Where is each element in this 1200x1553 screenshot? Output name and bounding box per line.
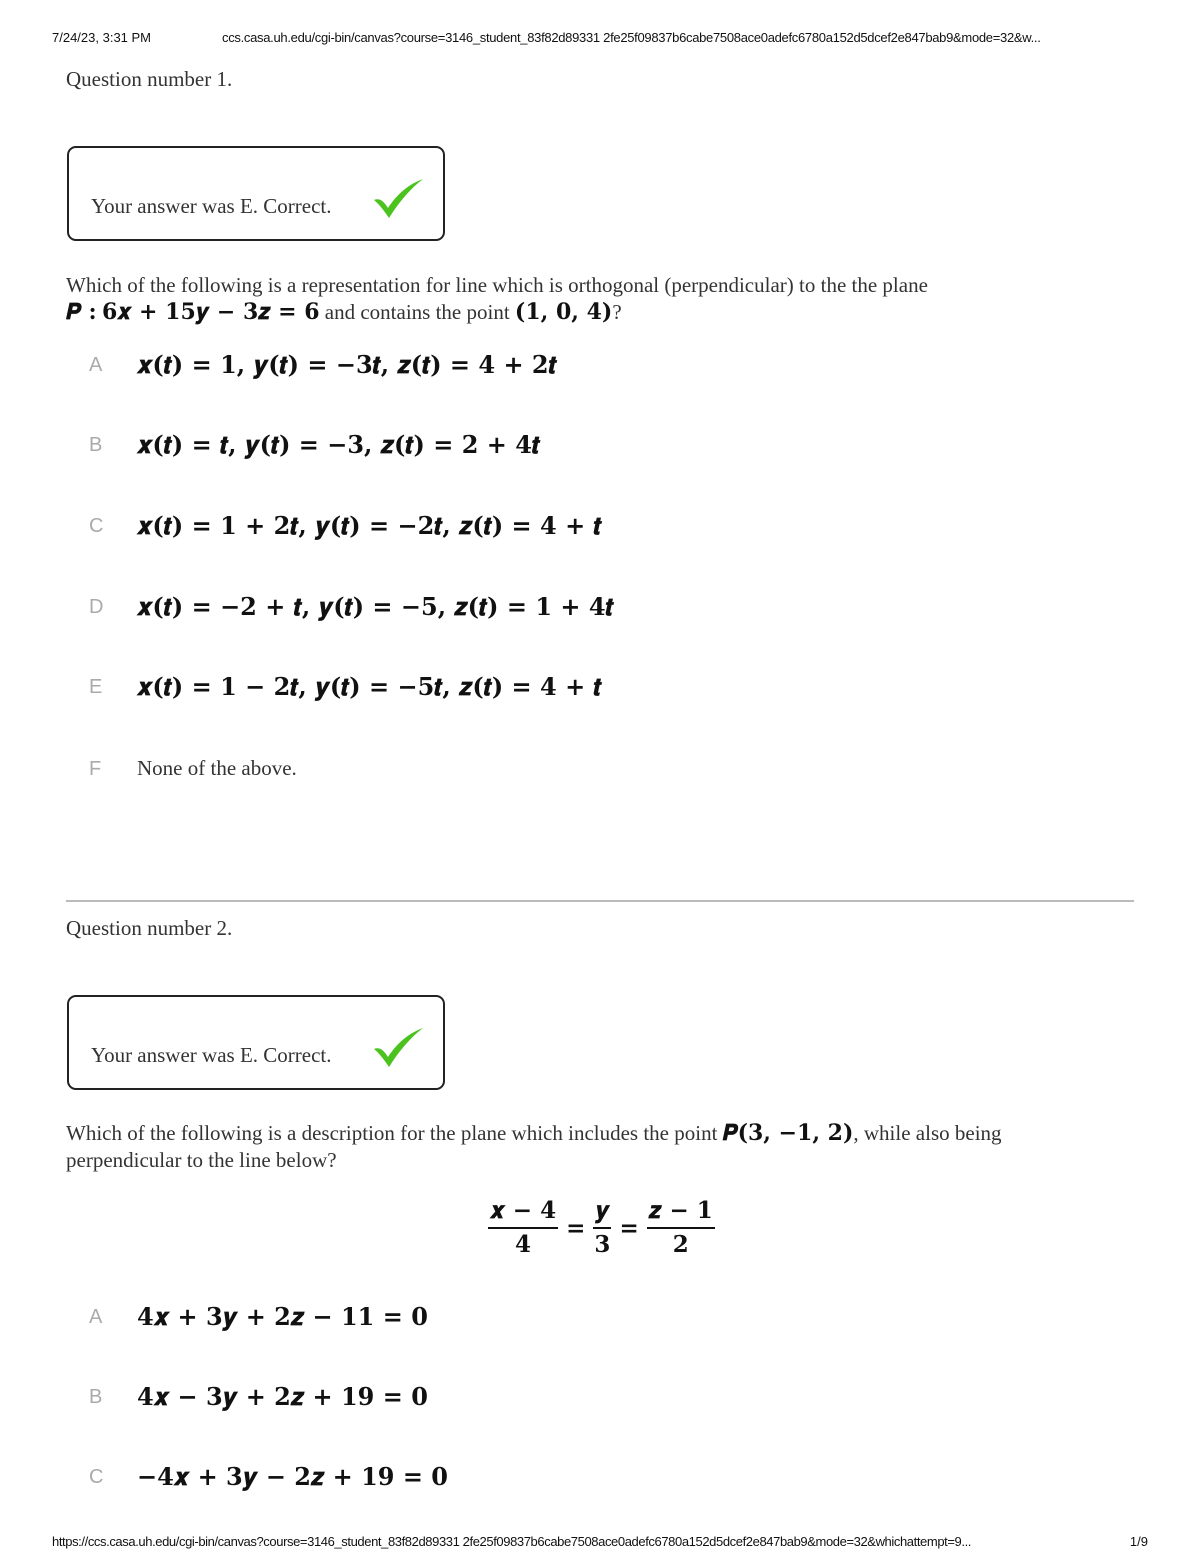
fraction-x bbox=[488, 1197, 558, 1259]
question-divider bbox=[66, 900, 1134, 902]
plane-label: 𝑷 : bbox=[66, 299, 97, 325]
q2-choice-b-letter[interactable]: B bbox=[89, 1386, 103, 1408]
question-2-feedback-text: Your answer was E. Correct. bbox=[91, 1043, 332, 1067]
check-icon bbox=[371, 178, 425, 220]
fraction-z bbox=[647, 1197, 715, 1259]
question-1-feedback-text: Your answer was E. Correct. bbox=[91, 194, 332, 218]
equals-sign: = bbox=[619, 1214, 639, 1242]
q1-choice-c-letter[interactable]: C bbox=[89, 515, 104, 537]
q2-choice-b-text[interactable]: 4𝒙 − 3𝒚 + 2𝒛 + 19 = 0 bbox=[137, 1382, 428, 1411]
question-1-text bbox=[66, 272, 1146, 326]
q1-choice-c-text[interactable]: 𝒙(𝒕) = 1 + 2𝒕, 𝒚(𝒕) = −2𝒕, 𝒛(𝒕) = 4 + 𝒕 bbox=[137, 511, 602, 540]
question-2-text-after: , while also being bbox=[853, 1121, 1002, 1145]
q1-choice-f-letter[interactable]: F bbox=[89, 758, 102, 780]
fraction-x-numerator: 𝒙 − 4 bbox=[488, 1197, 558, 1229]
question-2-text bbox=[66, 1120, 1146, 1174]
question-2-text-line1 bbox=[66, 1120, 1146, 1147]
print-footer bbox=[52, 1534, 1148, 1552]
plane-equation: 6𝒙 + 15𝒚 − 3𝒛 = 6 bbox=[101, 299, 320, 325]
q2-choice-c-text[interactable]: −4𝒙 + 3𝒚 − 2𝒛 + 19 = 0 bbox=[137, 1462, 449, 1491]
check-icon bbox=[371, 1027, 425, 1069]
q1-choice-e-letter[interactable]: E bbox=[89, 676, 103, 698]
q2-choice-a-letter[interactable]: A bbox=[89, 1306, 103, 1328]
fraction-y-numerator: 𝒚 bbox=[593, 1197, 611, 1229]
print-header-url: ccs.casa.uh.edu/cgi-bin/canvas?course=3146_student_83f82d89331 2fe25f09837b6cabe7508ace0adefc6780a152d5dcef2e847bab9&mode=32&w... bbox=[222, 30, 1041, 45]
equals-sign: = bbox=[566, 1214, 586, 1242]
question-2-point: 𝑷(3, −1, 2) bbox=[722, 1120, 854, 1146]
q1-choice-d-letter[interactable]: D bbox=[89, 596, 104, 618]
print-footer-url: https://ccs.casa.uh.edu/cgi-bin/canvas?course=3146_student_83f82d89331 2fe25f09837b6cabe7508ace0adefc6780a152d5dcef2e847bab9&mode=32&whichattempt=9... bbox=[52, 1534, 972, 1549]
question-1-text-mid: and contains the point bbox=[319, 300, 515, 324]
q1-choice-b-text[interactable]: 𝒙(𝒕) = 𝒕, 𝒚(𝒕) = −3, 𝒛(𝒕) = 2 + 4𝒕 bbox=[137, 430, 541, 459]
question-1-text-end: ? bbox=[612, 300, 622, 324]
fraction-z-numerator: 𝒛 − 1 bbox=[647, 1197, 715, 1229]
q2-choice-a-text[interactable]: 4𝒙 + 3𝒚 + 2𝒛 − 11 = 0 bbox=[137, 1302, 428, 1331]
print-header bbox=[52, 30, 1148, 50]
question-1-text-line1: Which of the following is a representation for line which is orthogonal (perpendicular) to the the plane bbox=[66, 273, 928, 297]
q1-choice-a-letter[interactable]: A bbox=[89, 354, 103, 376]
question-2-text-before: Which of the following is a description for the plane which includes the point bbox=[66, 1121, 723, 1145]
fraction-y bbox=[593, 1197, 611, 1259]
question-1-text-line2 bbox=[66, 299, 1146, 326]
q1-choice-e-text[interactable]: 𝒙(𝒕) = 1 − 2𝒕, 𝒚(𝒕) = −5𝒕, 𝒛(𝒕) = 4 + 𝒕 bbox=[137, 672, 602, 701]
q1-choice-f-text[interactable]: None of the above. bbox=[137, 756, 297, 780]
question-2-feedback-box bbox=[67, 995, 445, 1090]
fraction-y-denominator: 3 bbox=[594, 1231, 611, 1258]
q1-choice-a-text[interactable]: 𝒙(𝒕) = 1, 𝒚(𝒕) = −3𝒕, 𝒛(𝒕) = 4 + 2𝒕 bbox=[137, 350, 557, 379]
question-1-point: (1, 0, 4) bbox=[514, 299, 613, 325]
question-1-number: Question number 1. bbox=[66, 67, 233, 91]
print-datetime: 7/24/23, 3:31 PM bbox=[52, 30, 152, 45]
page-number: 1/9 bbox=[1129, 1534, 1148, 1549]
question-2-number: Question number 2. bbox=[66, 916, 233, 940]
q1-choice-d-text[interactable]: 𝒙(𝒕) = −2 + 𝒕, 𝒚(𝒕) = −5, 𝒛(𝒕) = 1 + 4𝒕 bbox=[137, 592, 614, 621]
q2-choice-c-letter[interactable]: C bbox=[89, 1466, 104, 1488]
fraction-z-denominator: 2 bbox=[672, 1231, 689, 1258]
fraction-x-denominator: 4 bbox=[515, 1231, 532, 1258]
question-2-text-line2: perpendicular to the line below? bbox=[66, 1148, 337, 1172]
symmetric-line-equation bbox=[488, 1196, 715, 1260]
q1-choice-b-letter[interactable]: B bbox=[89, 434, 103, 456]
question-1-feedback-box bbox=[67, 146, 445, 241]
